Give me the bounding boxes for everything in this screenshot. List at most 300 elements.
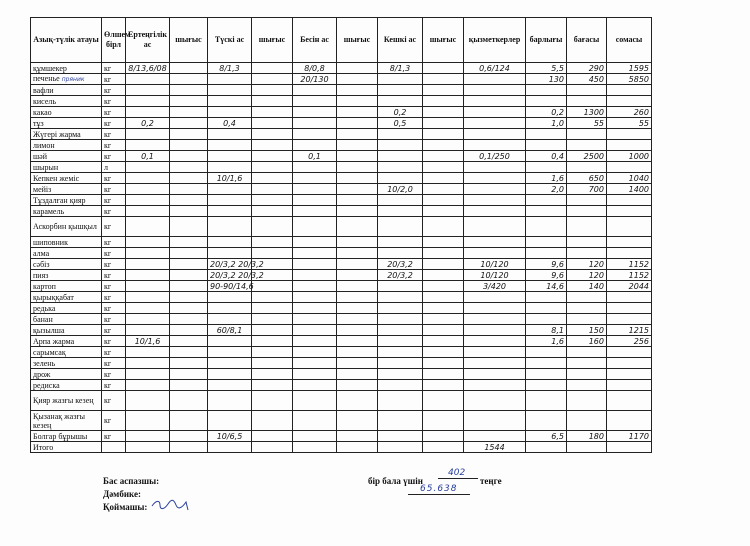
total-cell bbox=[526, 270, 567, 281]
c8-cell bbox=[378, 303, 423, 314]
price-cell bbox=[567, 248, 607, 259]
product-name-cell bbox=[31, 118, 102, 129]
sum-cell bbox=[607, 411, 652, 431]
empty-cell bbox=[337, 336, 378, 347]
c6-cell bbox=[293, 74, 337, 85]
empty-cell bbox=[337, 129, 378, 140]
empty-cell bbox=[337, 303, 378, 314]
product-name-cell bbox=[31, 314, 102, 325]
c8-cell bbox=[378, 217, 423, 237]
c6-cell bbox=[293, 195, 337, 206]
c4-cell bbox=[208, 74, 252, 85]
total-cell bbox=[526, 74, 567, 85]
name-text: шырын bbox=[33, 162, 59, 172]
table-row bbox=[31, 314, 652, 325]
price-text: 1300 bbox=[583, 107, 604, 117]
empty-cell bbox=[170, 411, 208, 431]
c4-cell bbox=[208, 237, 252, 248]
empty-cell bbox=[337, 369, 378, 380]
c9-cell bbox=[464, 237, 526, 248]
price-text: 140 bbox=[588, 281, 604, 291]
c9-cell bbox=[464, 380, 526, 391]
sum-cell bbox=[607, 281, 652, 292]
c1-cell bbox=[126, 347, 170, 358]
empty-cell bbox=[252, 347, 293, 358]
total-cell bbox=[526, 259, 567, 270]
unit-cell bbox=[102, 151, 126, 162]
c6-cell bbox=[293, 248, 337, 259]
name-text: какао bbox=[33, 107, 52, 117]
column-header: шығыс bbox=[252, 18, 293, 63]
empty-cell bbox=[423, 259, 464, 270]
c1-cell bbox=[126, 107, 170, 118]
sum-cell bbox=[607, 347, 652, 358]
name-text: редиска bbox=[33, 380, 60, 390]
product-name-cell bbox=[31, 442, 102, 453]
unit-text: кг bbox=[104, 118, 112, 128]
empty-cell bbox=[170, 358, 208, 369]
empty-cell bbox=[423, 281, 464, 292]
sum-cell bbox=[607, 325, 652, 336]
name-text: шиповник bbox=[33, 237, 68, 247]
unit-cell bbox=[102, 237, 126, 248]
empty-cell bbox=[423, 195, 464, 206]
product-name-cell bbox=[31, 173, 102, 184]
c6-cell bbox=[293, 336, 337, 347]
total-text: 9,6 bbox=[551, 259, 564, 269]
product-name-cell bbox=[31, 195, 102, 206]
table-row bbox=[31, 325, 652, 336]
c6-cell bbox=[293, 107, 337, 118]
table-row bbox=[31, 336, 652, 347]
c6-cell bbox=[293, 358, 337, 369]
name-text: қызылша bbox=[33, 325, 65, 335]
unit-cell bbox=[102, 118, 126, 129]
c8-cell bbox=[378, 63, 423, 74]
total-cell bbox=[526, 237, 567, 248]
unit-text: кг bbox=[104, 325, 112, 335]
total-cell bbox=[526, 380, 567, 391]
total-cell bbox=[526, 411, 567, 431]
empty-cell bbox=[252, 63, 293, 74]
empty-cell bbox=[170, 380, 208, 391]
c4-cell bbox=[208, 431, 252, 442]
unit-cell bbox=[102, 336, 126, 347]
empty-cell bbox=[337, 259, 378, 270]
empty-cell bbox=[170, 248, 208, 259]
empty-cell bbox=[423, 237, 464, 248]
c8-cell bbox=[378, 195, 423, 206]
c6-cell bbox=[293, 369, 337, 380]
empty-cell bbox=[252, 314, 293, 325]
c9-cell bbox=[464, 442, 526, 453]
table-row bbox=[31, 217, 652, 237]
c1-cell bbox=[126, 292, 170, 303]
total-cell bbox=[526, 358, 567, 369]
c6-cell bbox=[293, 391, 337, 411]
c4-text: 20/3,2 20/3,2 bbox=[210, 259, 264, 269]
unit-cell bbox=[102, 96, 126, 107]
sum-cell bbox=[607, 259, 652, 270]
unit-cell bbox=[102, 281, 126, 292]
sum-text: 1400 bbox=[628, 184, 649, 194]
product-name-cell bbox=[31, 217, 102, 237]
product-name-cell bbox=[31, 107, 102, 118]
c8-cell bbox=[378, 107, 423, 118]
unit-cell bbox=[102, 358, 126, 369]
c4-cell bbox=[208, 206, 252, 217]
empty-cell bbox=[423, 74, 464, 85]
sum-cell bbox=[607, 129, 652, 140]
c9-cell bbox=[464, 391, 526, 411]
product-name-cell bbox=[31, 303, 102, 314]
unit-cell bbox=[102, 442, 126, 453]
column-header: Кешкі ас bbox=[378, 18, 423, 63]
empty-cell bbox=[337, 347, 378, 358]
table-row bbox=[31, 270, 652, 281]
price-cell bbox=[567, 325, 607, 336]
name-text: Аскорбин қышқыл bbox=[33, 222, 97, 231]
sum-cell bbox=[607, 391, 652, 411]
c8-cell bbox=[378, 129, 423, 140]
product-name-cell bbox=[31, 96, 102, 107]
price-cell bbox=[567, 206, 607, 217]
c9-text: 3/420 bbox=[482, 281, 507, 291]
empty-cell bbox=[423, 391, 464, 411]
empty-cell bbox=[252, 281, 293, 292]
price-cell bbox=[567, 217, 607, 237]
price-cell bbox=[567, 380, 607, 391]
sum-text: 1152 bbox=[628, 270, 649, 280]
unit-cell bbox=[102, 85, 126, 96]
empty-cell bbox=[337, 206, 378, 217]
total-cell bbox=[526, 431, 567, 442]
c1-text: 0,1 bbox=[141, 151, 154, 161]
column-header: шығыс bbox=[170, 18, 208, 63]
c9-cell bbox=[464, 96, 526, 107]
total-cell bbox=[526, 107, 567, 118]
empty-cell bbox=[337, 281, 378, 292]
c4-cell bbox=[208, 380, 252, 391]
unit-text: кг bbox=[104, 336, 112, 346]
empty-cell bbox=[423, 314, 464, 325]
unit-text: кг bbox=[104, 314, 112, 324]
table-row bbox=[31, 173, 652, 184]
c1-cell bbox=[126, 118, 170, 129]
sum-cell bbox=[607, 151, 652, 162]
c9-cell bbox=[464, 206, 526, 217]
table-row bbox=[31, 248, 652, 259]
c8-cell bbox=[378, 173, 423, 184]
name-text: Кепкен жеміс bbox=[33, 173, 80, 183]
table-row bbox=[31, 380, 652, 391]
c4-cell bbox=[208, 369, 252, 380]
total-text: 1,6 bbox=[551, 173, 564, 183]
unit-text: кг bbox=[104, 173, 112, 183]
empty-cell bbox=[170, 162, 208, 173]
unit-text: кг bbox=[104, 140, 112, 150]
c4-cell bbox=[208, 129, 252, 140]
c9-text: 10/120 bbox=[480, 259, 509, 269]
name-text: печенье bbox=[33, 74, 60, 83]
empty-cell bbox=[170, 237, 208, 248]
c8-cell bbox=[378, 248, 423, 259]
empty-cell bbox=[423, 270, 464, 281]
empty-cell bbox=[423, 63, 464, 74]
price-cell bbox=[567, 237, 607, 248]
c4-text: 60/8,1 bbox=[216, 325, 243, 335]
storekeeper-label: Қоймашы: bbox=[103, 502, 148, 512]
sum-cell bbox=[607, 195, 652, 206]
sum-text: 1170 bbox=[628, 431, 649, 441]
c6-cell bbox=[293, 431, 337, 442]
total-cell bbox=[526, 391, 567, 411]
unit-text: кг bbox=[104, 270, 112, 280]
empty-cell bbox=[252, 248, 293, 259]
price-cell bbox=[567, 347, 607, 358]
empty-cell bbox=[170, 85, 208, 96]
price-cell bbox=[567, 96, 607, 107]
total-cell bbox=[526, 162, 567, 173]
unit-cell bbox=[102, 369, 126, 380]
unit-text: кг bbox=[104, 74, 112, 84]
column-header: Азық-түлік атауы bbox=[31, 18, 102, 63]
product-name-cell bbox=[31, 292, 102, 303]
table-row bbox=[31, 411, 652, 431]
c8-cell bbox=[378, 358, 423, 369]
unit-text: кг bbox=[104, 347, 112, 357]
empty-cell bbox=[170, 369, 208, 380]
c1-text: 10/1,6 bbox=[134, 336, 161, 346]
empty-cell bbox=[337, 118, 378, 129]
total-cell bbox=[526, 151, 567, 162]
empty-cell bbox=[252, 173, 293, 184]
price-cell bbox=[567, 162, 607, 173]
column-header: сомасы bbox=[607, 18, 652, 63]
price-text: 180 bbox=[588, 431, 604, 441]
unit-text: кг bbox=[104, 248, 112, 258]
name-text: лимон bbox=[33, 140, 55, 150]
column-header: шығыс bbox=[423, 18, 464, 63]
price-text: 290 bbox=[588, 63, 604, 73]
total-cell bbox=[526, 96, 567, 107]
table-row bbox=[31, 63, 652, 74]
empty-cell bbox=[423, 85, 464, 96]
empty-cell bbox=[252, 380, 293, 391]
empty-cell bbox=[337, 107, 378, 118]
price-cell bbox=[567, 74, 607, 85]
empty-cell bbox=[252, 129, 293, 140]
unit-cell bbox=[102, 184, 126, 195]
empty-cell bbox=[337, 63, 378, 74]
c4-cell bbox=[208, 347, 252, 358]
empty-cell bbox=[170, 217, 208, 237]
empty-cell bbox=[337, 85, 378, 96]
price-text: 450 bbox=[588, 74, 604, 84]
empty-cell bbox=[337, 442, 378, 453]
empty-cell bbox=[337, 173, 378, 184]
c4-cell bbox=[208, 162, 252, 173]
sum-text: 1595 bbox=[628, 63, 649, 73]
total-text: 130 bbox=[548, 74, 564, 84]
empty-cell bbox=[423, 217, 464, 237]
table-row bbox=[31, 347, 652, 358]
empty-cell bbox=[423, 173, 464, 184]
unit-cell bbox=[102, 314, 126, 325]
c8-cell bbox=[378, 118, 423, 129]
unit-text: кг bbox=[104, 151, 112, 161]
c8-cell bbox=[378, 85, 423, 96]
price-cell bbox=[567, 314, 607, 325]
total-text: 9,6 bbox=[551, 270, 564, 280]
empty-cell bbox=[252, 74, 293, 85]
sum-cell bbox=[607, 162, 652, 173]
empty-cell bbox=[170, 206, 208, 217]
price-cell bbox=[567, 140, 607, 151]
c1-cell bbox=[126, 259, 170, 270]
c6-cell bbox=[293, 292, 337, 303]
name-text: Арпа жарма bbox=[33, 336, 75, 346]
c8-cell bbox=[378, 96, 423, 107]
empty-cell bbox=[170, 259, 208, 270]
empty-cell bbox=[170, 270, 208, 281]
c4-cell bbox=[208, 140, 252, 151]
unit-cell bbox=[102, 347, 126, 358]
empty-cell bbox=[170, 336, 208, 347]
c6-cell bbox=[293, 442, 337, 453]
grand-total-underline bbox=[408, 494, 470, 495]
c9-cell bbox=[464, 151, 526, 162]
total-cell bbox=[526, 173, 567, 184]
name-text: редька bbox=[33, 303, 56, 313]
empty-cell bbox=[252, 411, 293, 431]
total-cell bbox=[526, 184, 567, 195]
empty-cell bbox=[337, 184, 378, 195]
unit-text: кг bbox=[104, 396, 112, 405]
empty-cell bbox=[170, 63, 208, 74]
c6-cell bbox=[293, 347, 337, 358]
name-text: зелень bbox=[33, 358, 56, 368]
price-cell bbox=[567, 195, 607, 206]
c8-cell bbox=[378, 237, 423, 248]
empty-cell bbox=[170, 173, 208, 184]
total-cell bbox=[526, 118, 567, 129]
sum-text: 256 bbox=[633, 336, 649, 346]
c9-cell bbox=[464, 303, 526, 314]
c4-cell bbox=[208, 85, 252, 96]
c4-text: 20/3,2 20/3,2 bbox=[210, 270, 264, 280]
c8-text: 0,2 bbox=[393, 107, 407, 117]
c1-cell bbox=[126, 85, 170, 96]
total-cell bbox=[526, 217, 567, 237]
c6-text: 20/130 bbox=[300, 74, 329, 84]
table-row bbox=[31, 118, 652, 129]
price-cell bbox=[567, 336, 607, 347]
c9-cell bbox=[464, 281, 526, 292]
c6-cell bbox=[293, 325, 337, 336]
empty-cell bbox=[337, 195, 378, 206]
total-text: 2,0 bbox=[551, 184, 564, 194]
name-text: Болгар бұрышы bbox=[33, 431, 88, 441]
c9-cell bbox=[464, 358, 526, 369]
empty-cell bbox=[337, 380, 378, 391]
name-text: алма bbox=[33, 248, 50, 258]
unit-cell bbox=[102, 292, 126, 303]
c4-cell bbox=[208, 173, 252, 184]
price-cell bbox=[567, 391, 607, 411]
empty-cell bbox=[423, 151, 464, 162]
c1-cell bbox=[126, 281, 170, 292]
c8-cell bbox=[378, 292, 423, 303]
table-row bbox=[31, 129, 652, 140]
empty-cell bbox=[423, 96, 464, 107]
c9-text: 1544 bbox=[484, 442, 505, 452]
c1-cell bbox=[126, 173, 170, 184]
name-text: Жүгері жарма bbox=[33, 129, 81, 139]
table-row bbox=[31, 391, 652, 411]
empty-cell bbox=[252, 431, 293, 442]
price-cell bbox=[567, 358, 607, 369]
sum-text: 1040 bbox=[628, 173, 649, 183]
name-text: вафли bbox=[33, 85, 54, 95]
unit-text: кг bbox=[104, 63, 112, 73]
c4-cell bbox=[208, 303, 252, 314]
c8-cell bbox=[378, 380, 423, 391]
unit-text: кг bbox=[104, 416, 112, 425]
table-header-row bbox=[31, 18, 652, 63]
unit-cell bbox=[102, 391, 126, 411]
table-body bbox=[31, 63, 652, 453]
unit-text: л bbox=[104, 162, 108, 172]
name-text: Қияр жазғы кезең bbox=[33, 396, 94, 405]
unit-cell bbox=[102, 206, 126, 217]
c8-cell bbox=[378, 162, 423, 173]
sum-cell bbox=[607, 380, 652, 391]
c1-cell bbox=[126, 391, 170, 411]
c1-cell bbox=[126, 162, 170, 173]
name-text: мейіз bbox=[33, 184, 52, 194]
c9-cell bbox=[464, 369, 526, 380]
unit-cell bbox=[102, 140, 126, 151]
total-text: 6,5 bbox=[551, 431, 564, 441]
c9-cell bbox=[464, 270, 526, 281]
price-cell bbox=[567, 303, 607, 314]
c6-cell bbox=[293, 281, 337, 292]
c4-cell bbox=[208, 358, 252, 369]
empty-cell bbox=[337, 96, 378, 107]
c8-cell bbox=[378, 206, 423, 217]
price-text: 700 bbox=[588, 184, 604, 194]
name-text: Қызанақ жазғы кезең bbox=[33, 411, 86, 430]
table-row bbox=[31, 184, 652, 195]
product-name-cell bbox=[31, 151, 102, 162]
c4-cell bbox=[208, 325, 252, 336]
total-cell bbox=[526, 292, 567, 303]
unit-cell bbox=[102, 325, 126, 336]
c1-cell bbox=[126, 442, 170, 453]
column-header: Өлшем бірл bbox=[102, 18, 126, 63]
c6-cell bbox=[293, 118, 337, 129]
unit-cell bbox=[102, 431, 126, 442]
sum-cell bbox=[607, 217, 652, 237]
sum-cell bbox=[607, 206, 652, 217]
c1-cell bbox=[126, 270, 170, 281]
c6-cell bbox=[293, 217, 337, 237]
empty-cell bbox=[423, 431, 464, 442]
c4-cell bbox=[208, 336, 252, 347]
product-name-cell bbox=[31, 431, 102, 442]
c6-cell bbox=[293, 173, 337, 184]
